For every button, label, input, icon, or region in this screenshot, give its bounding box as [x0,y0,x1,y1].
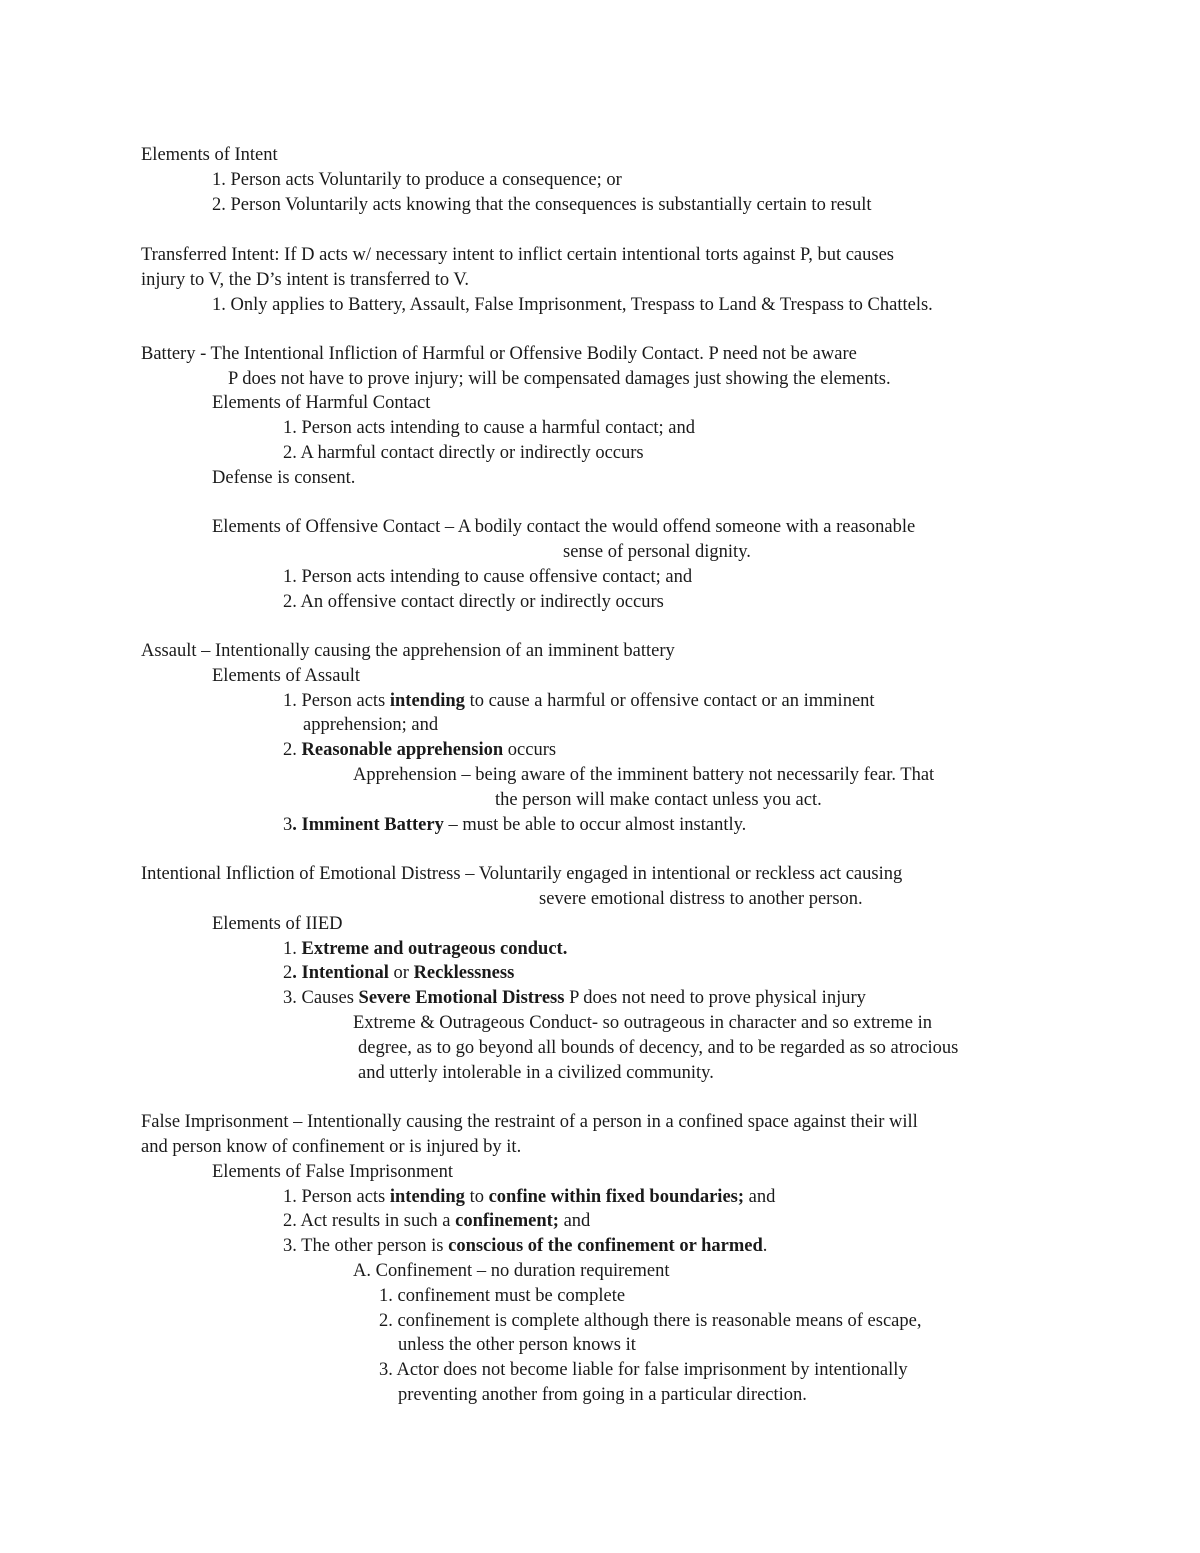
intent-item-2: 2. Person Voluntarily acts knowing that the consequences is substantially certain to result [212,195,872,215]
outrageous-conduct-definition-2: degree, as to go beyond all bounds of decency, and to be regarded as so atrocious [358,1038,959,1058]
iied-item-3: 3. Causes Severe Emotional Distress P does not need to prove physical injury [283,988,866,1008]
iied-item-2: 2. Intentional or Recklessness [283,963,515,983]
assault-item-2: 2. Reasonable apprehension occurs [283,740,557,760]
harmful-contact-heading: Elements of Harmful Contact [212,393,431,413]
transferred-intent-line-1: Transferred Intent: If D acts w/ necessary intent to inflict certain intentional torts against P, but causes [141,245,894,265]
transferred-intent-item-1: 1. Only applies to Battery, Assault, False Imprisonment, Trespass to Land & Trespass to Chattels. [212,295,933,315]
iied-heading: Elements of IIED [212,914,343,934]
false-imprisonment-definition: False Imprisonment – Intentionally causing the restraint of a person in a confined space against their will [141,1112,918,1132]
confinement-item-3: 3. Actor does not become liable for false imprisonment by intentionally [379,1360,908,1380]
assault-item-3: 3. Imminent Battery – must be able to occur almost instantly. [283,815,747,835]
battery-definition: Battery - The Intentional Infliction of Harmful or Offensive Bodily Contact. P need not be aware [141,344,857,364]
confinement-item-1: 1. confinement must be complete [379,1286,626,1306]
offensive-contact-heading-cont: sense of personal dignity. [563,542,751,562]
iied-item-1: 1. Extreme and outrageous conduct. [283,939,568,959]
offensive-contact-item-2: 2. An offensive contact directly or indirectly occurs [283,592,664,612]
harmful-contact-item-2: 2. A harmful contact directly or indirectly occurs [283,443,644,463]
intent-item-1: 1. Person acts Voluntarily to produce a consequence; or [212,170,622,190]
transferred-intent-line-2: injury to V, the D’s intent is transferred to V. [141,270,470,290]
harmful-contact-item-1: 1. Person acts intending to cause a harmful contact; and [283,418,696,438]
assault-heading: Elements of Assault [212,666,360,686]
offensive-contact-heading: Elements of Offensive Contact – A bodily contact the would offend someone with a reasonable [212,517,916,537]
false-imprisonment-item-1: 1. Person acts intending to confine within fixed boundaries; and [283,1187,776,1207]
apprehension-definition: Apprehension – being aware of the imminent battery not necessarily fear. That [353,765,935,785]
iied-definition-cont: severe emotional distress to another person. [539,889,863,909]
confinement-item-2: 2. confinement is complete although there is reasonable means of escape, [379,1311,922,1331]
assault-item-1-cont: apprehension; and [303,715,439,735]
outrageous-conduct-definition-3: and utterly intolerable in a civilized community. [358,1063,714,1083]
false-imprisonment-heading: Elements of False Imprisonment [212,1162,453,1182]
iied-definition: Intentional Infliction of Emotional Distress – Voluntarily engaged in intentional or reckless act causing [141,864,903,884]
assault-definition: Assault – Intentionally causing the apprehension of an imminent battery [141,641,675,661]
battery-defense: Defense is consent. [212,468,356,488]
confinement-heading: A. Confinement – no duration requirement [353,1261,670,1281]
confinement-item-3-cont: preventing another from going in a particular direction. [398,1385,807,1405]
false-imprisonment-item-3: 3. The other person is conscious of the confinement or harmed. [283,1236,768,1256]
false-imprisonment-definition-cont: and person know of confinement or is injured by it. [141,1137,522,1157]
offensive-contact-item-1: 1. Person acts intending to cause offensive contact; and [283,567,693,587]
apprehension-definition-cont: the person will make contact unless you act. [495,790,822,810]
intent-heading: Elements of Intent [141,145,278,165]
confinement-item-2-cont: unless the other person knows it [398,1335,636,1355]
battery-note: P does not have to prove injury; will be compensated damages just showing the elements. [228,369,891,389]
outrageous-conduct-definition-1: Extreme & Outrageous Conduct- so outrageous in character and so extreme in [353,1013,932,1033]
false-imprisonment-item-2: 2. Act results in such a confinement; and [283,1211,591,1231]
assault-item-1: 1. Person acts intending to cause a harmful or offensive contact or an imminent [283,691,875,711]
